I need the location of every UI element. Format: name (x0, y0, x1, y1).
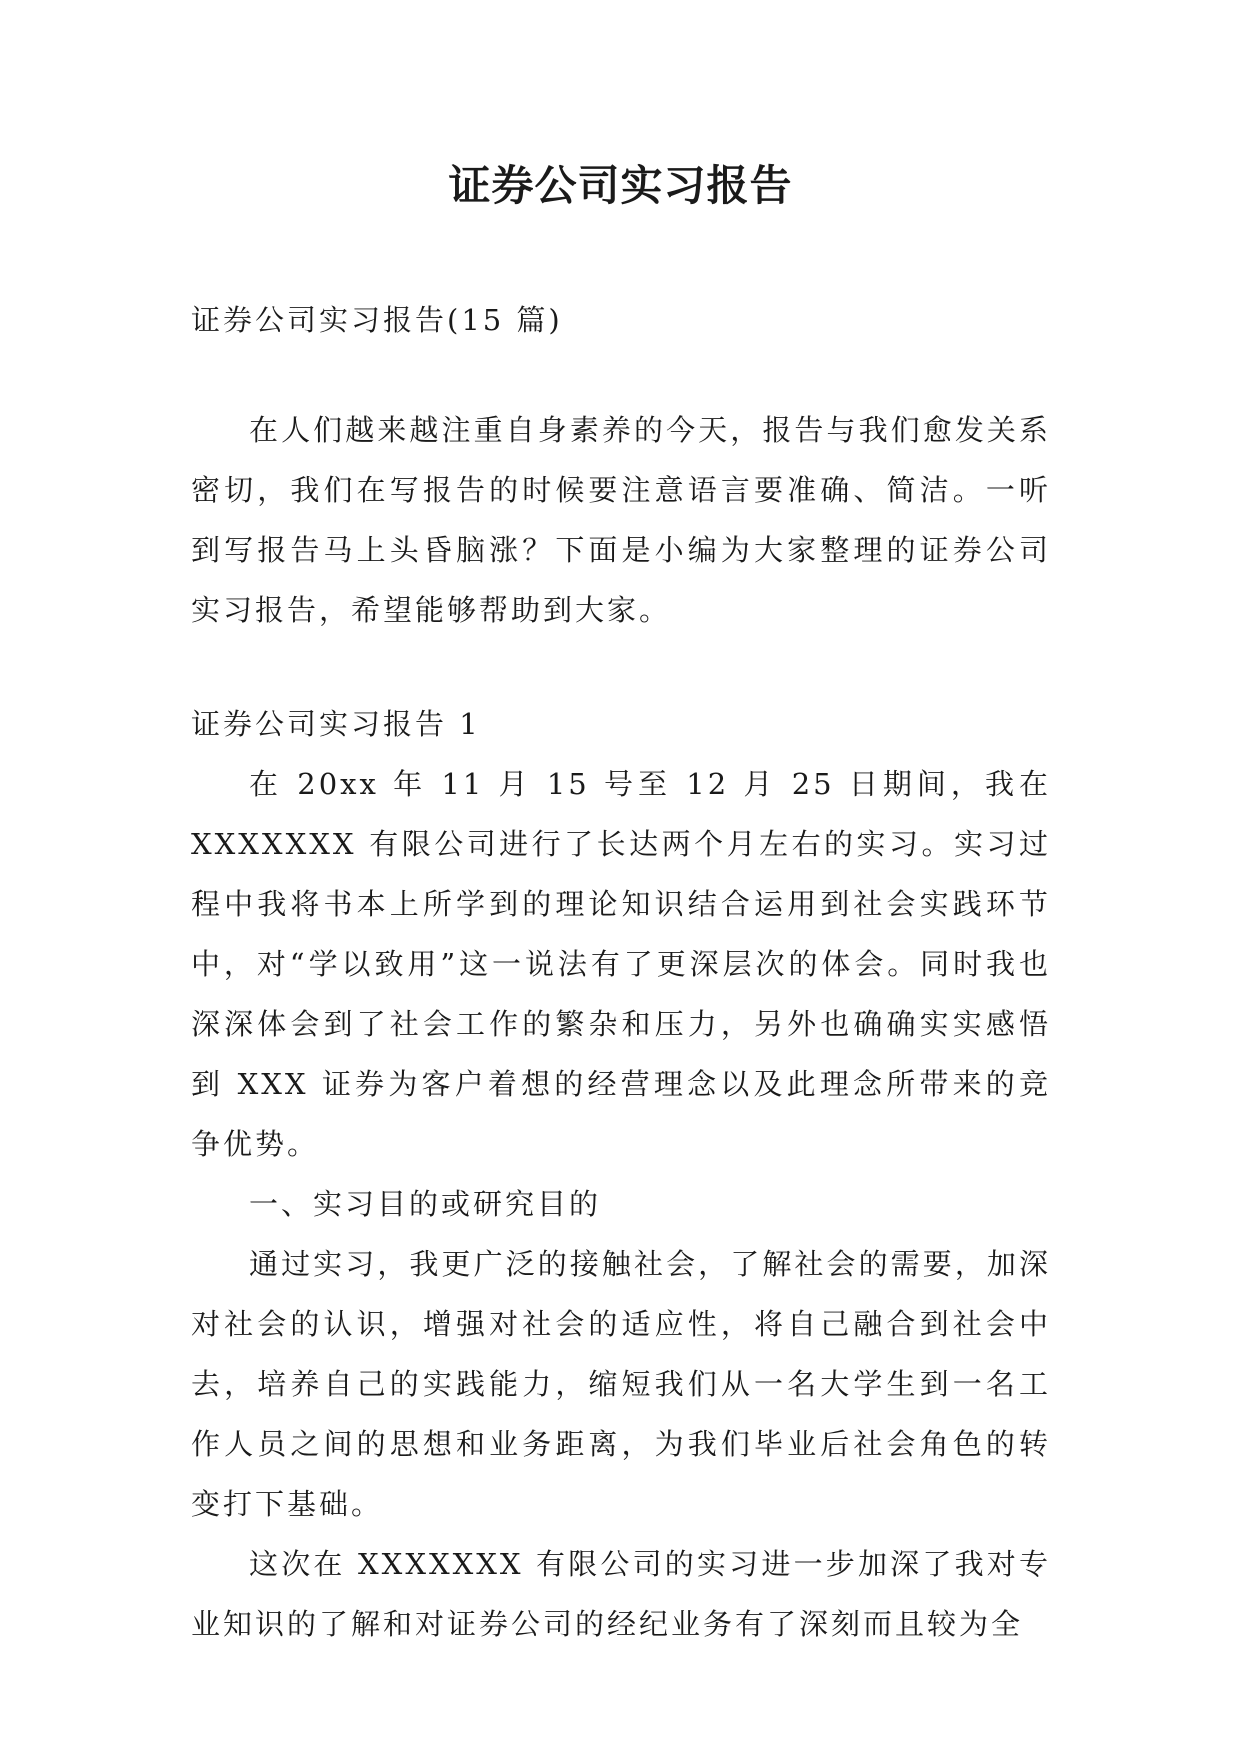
body-paragraph: 通过实习，我更广泛的接触社会，了解社会的需要，加深对社会的认识，增强对社会的适应性，将自己融合到社会中去，培养自己的实践能力，缩短我们从一名大学生到一名工作人员之间的思想和业务距离，为我们毕业后社会角色的转变打下基础。 (191, 1247, 1051, 1521)
section-heading: 证券公司实习报告 1 (191, 707, 481, 741)
body-paragraph: 这次在 XXXXXXX 有限公司的实习进一步加深了我对专业知识的了解和对证券公司的经纪业务有了深刻而且较为全 (191, 1547, 1051, 1641)
body-paragraph: 在 20xx 年 11 月 15 号至 12 月 25 日期间，我在 XXXXXXX 有限公司进行了长达两个月左右的实习。实习过程中我将书本上所学到的理论知识结合运用到社会实践环节中，对“学以致用”这一说法有了更深层次的体会。同时我也深深体会到了社会工作的繁杂和压力，另外也确确实实感悟到 XXX 证券为客户着想的经营理念以及此理念所带来的竞争优势。 (191, 767, 1051, 1161)
document-subtitle: 证券公司实习报告(15 篇) (191, 303, 563, 337)
document-body (191, 290, 1051, 1654)
document-title: 证券公司实习报告 (448, 161, 793, 210)
objective-heading: 一、实习目的或研究目的 (249, 1187, 602, 1221)
intro-paragraph: 在人们越来越注重自身素养的今天，报告与我们愈发关系密切，我们在写报告的时候要注意语言要准确、简洁。一听到写报告马上头昏脑涨？下面是小编为大家整理的证券公司实习报告，希望能够帮助到大家。 (191, 413, 1051, 627)
